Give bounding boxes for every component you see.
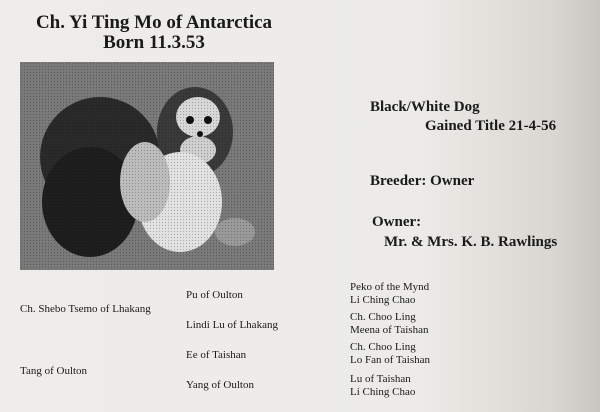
dog-photo-illustration (20, 62, 274, 270)
pedigree-gg-6: Lo Fan of Taishan (350, 354, 430, 366)
pedigree-dam-sire: Ee of Taishan (186, 349, 247, 361)
pedigree-gg-4: Meena of Taishan (350, 324, 429, 336)
pedigree-sire: Ch. Shebo Tsemo of Lhakang (20, 303, 151, 315)
pedigree-sire-sire: Pu of Oulton (186, 289, 243, 301)
pedigree-gg-3: Ch. Choo Ling (350, 311, 416, 323)
pedigree-gg-8: Li Ching Chao (350, 386, 416, 398)
pedigree-dam: Tang of Oulton (20, 365, 88, 377)
color-sex-text: Black/White Dog (370, 99, 480, 115)
pedigree-gg-1: Peko of the Mynd (350, 281, 430, 293)
birth-date-heading: Born 11.3.53 (103, 32, 205, 53)
pedigree-gg-2: Li Ching Chao (350, 294, 416, 306)
pedigree-gg-7: Lu of Taishan (350, 373, 411, 385)
title-gained-text: Gained Title 21-4-56 (425, 118, 557, 134)
owner-name: Mr. & Mrs. K. B. Rawlings (384, 234, 558, 250)
breeder-text: Breeder: Owner (370, 173, 475, 189)
owner-label: Owner: (372, 214, 422, 230)
pedigree-sire-dam: Lindi Lu of Lhakang (186, 319, 278, 331)
dog-photo (20, 62, 274, 270)
pedigree-gg-5: Ch. Choo Ling (350, 341, 416, 353)
dog-name-heading: Ch. Yi Ting Mo of Antarctica (35, 12, 273, 33)
pedigree-dam-dam: Yang of Oulton (186, 379, 254, 391)
